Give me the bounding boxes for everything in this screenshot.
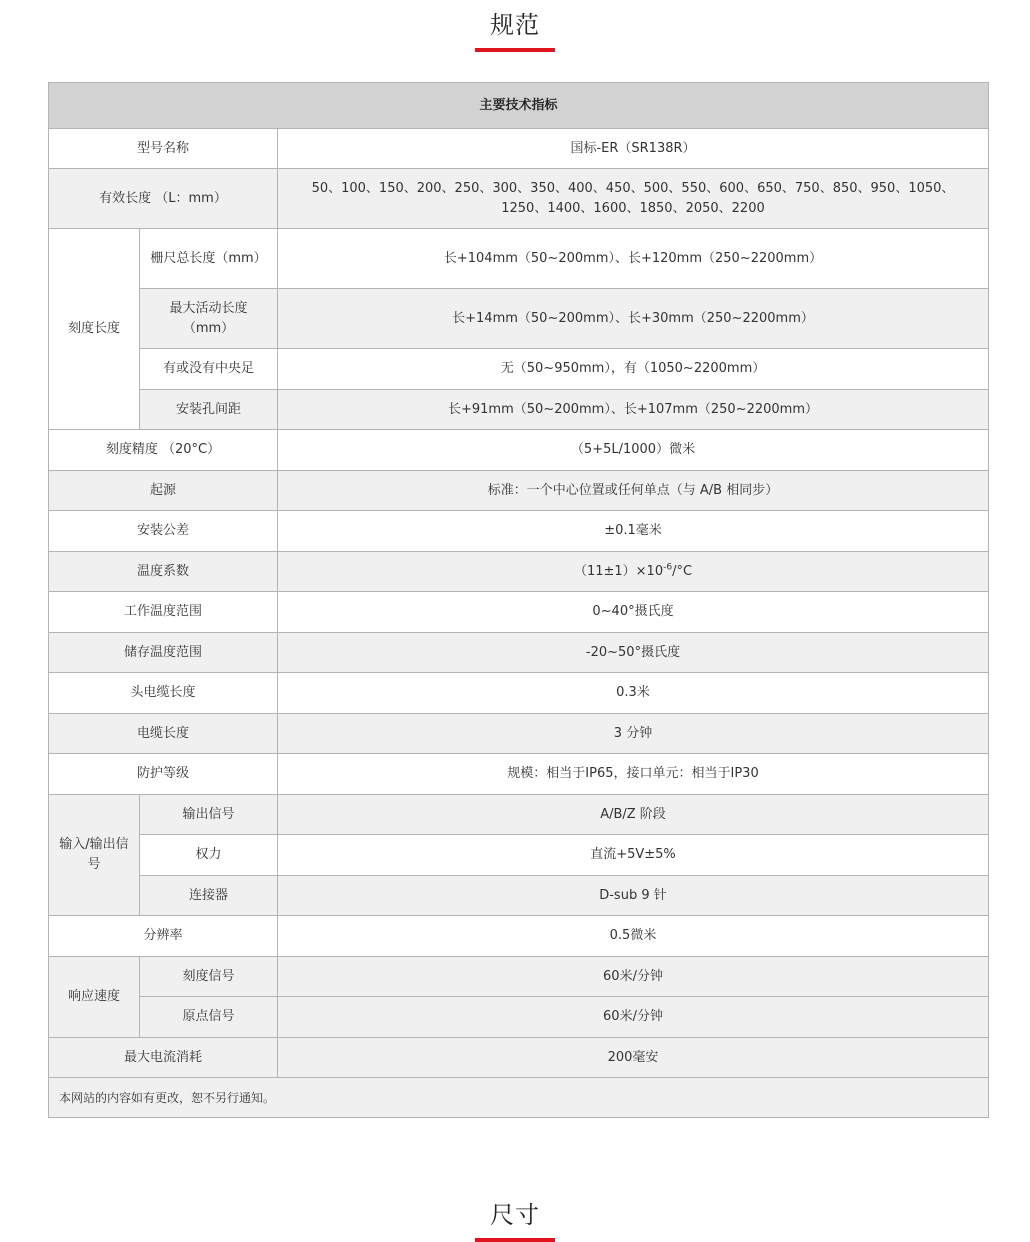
row-value: ±0.1毫米 <box>278 511 989 552</box>
table-row <box>49 714 989 754</box>
table-row <box>49 349 989 390</box>
group-label: 刻度长度 <box>49 229 140 430</box>
row-value: 60米/分钟 <box>278 957 989 997</box>
row-value: A/B/Z 阶段 <box>278 795 989 835</box>
row-label: 连接器 <box>140 876 278 916</box>
table-row <box>49 229 989 289</box>
dimensions-section-heading <box>0 1200 1030 1242</box>
table-row <box>49 1038 989 1078</box>
exponent: -6 <box>663 562 673 573</box>
table-row <box>49 754 989 795</box>
row-value: 长+14mm（50~200mm）、长+30mm（250~2200mm） <box>278 289 989 349</box>
row-label: 原点信号 <box>140 997 278 1038</box>
row-label: 型号名称 <box>49 129 278 169</box>
row-label: 输出信号 <box>140 795 278 835</box>
table-row <box>49 997 989 1038</box>
table-row <box>49 1078 989 1118</box>
row-label: 防护等级 <box>49 754 278 795</box>
row-value: 规模：相当于IP65，接口单元：相当于IP30 <box>278 754 989 795</box>
row-label: 温度系数 <box>49 552 278 592</box>
row-value: 长+104mm（50~200mm）、长+120mm（250~2200mm） <box>278 229 989 289</box>
row-value: D-sub 9 针 <box>278 876 989 916</box>
section-title: 尺寸 <box>490 1201 540 1229</box>
row-label: 有或没有中央足 <box>140 349 278 390</box>
value-prefix: （11±1）×10 <box>573 563 664 579</box>
table-row <box>49 169 989 229</box>
table-row <box>49 552 989 592</box>
row-label: 最大电流消耗 <box>49 1038 278 1078</box>
row-value: 标准：一个中心位置或任何单点（与 A/B 相同步） <box>278 471 989 511</box>
title-underline <box>475 1238 555 1242</box>
table-row <box>49 430 989 471</box>
row-value: 0~40°摄氏度 <box>278 592 989 633</box>
value-suffix: /°C <box>672 563 693 579</box>
row-label: 头电缆长度 <box>49 673 278 714</box>
row-label: 工作温度范围 <box>49 592 278 633</box>
row-value: 直流+5V±5% <box>278 835 989 876</box>
spec-section-heading <box>0 10 1030 52</box>
row-value: 无（50~950mm），有（1050~2200mm） <box>278 349 989 390</box>
table-row <box>49 916 989 957</box>
row-label: 刻度信号 <box>140 957 278 997</box>
table-row <box>49 673 989 714</box>
table-row <box>49 289 989 349</box>
row-value: 长+91mm（50~200mm）、长+107mm（250~2200mm） <box>278 390 989 430</box>
table-row <box>49 876 989 916</box>
table-row <box>49 835 989 876</box>
table-row <box>49 471 989 511</box>
row-value: 0.3米 <box>278 673 989 714</box>
row-label: 起源 <box>49 471 278 511</box>
table-row <box>49 957 989 997</box>
row-value: （5+5L/1000）微米 <box>278 430 989 471</box>
row-label: 栅尺总长度（mm） <box>140 229 278 289</box>
section-title: 规范 <box>490 11 540 39</box>
row-label: 有效长度 （L：mm） <box>49 169 278 229</box>
title-underline <box>475 48 555 52</box>
table-row <box>49 795 989 835</box>
row-label: 刻度精度 （20°C） <box>49 430 278 471</box>
row-value: 3 分钟 <box>278 714 989 754</box>
group-label: 输入/输出信号 <box>49 795 140 916</box>
row-label: 电缆长度 <box>49 714 278 754</box>
row-value: 60米/分钟 <box>278 997 989 1038</box>
row-label: 权力 <box>140 835 278 876</box>
row-label: 安装公差 <box>49 511 278 552</box>
table-header: 主要技术指标 <box>49 83 989 129</box>
table-note: 本网站的内容如有更改，恕不另行通知。 <box>49 1078 989 1118</box>
spec-table <box>48 82 989 1118</box>
row-value: 国标-ER（SR138R） <box>278 129 989 169</box>
row-label: 储存温度范围 <box>49 633 278 673</box>
table-row <box>49 511 989 552</box>
row-value: 200毫安 <box>278 1038 989 1078</box>
row-label: 最大活动长度（mm） <box>140 289 278 349</box>
row-label: 安装孔间距 <box>140 390 278 430</box>
row-value <box>278 552 989 592</box>
row-value: 0.5微米 <box>278 916 989 957</box>
row-value: 50、100、150、200、250、300、350、400、450、500、550、600、650、750、850、950、1050、1250、1400、1600、1850、2050、2200 <box>278 169 989 229</box>
table-row <box>49 390 989 430</box>
row-label: 分辨率 <box>49 916 278 957</box>
table-row <box>49 129 989 169</box>
table-row <box>49 633 989 673</box>
row-value: -20~50°摄氏度 <box>278 633 989 673</box>
table-row <box>49 592 989 633</box>
group-label: 响应速度 <box>49 957 140 1038</box>
